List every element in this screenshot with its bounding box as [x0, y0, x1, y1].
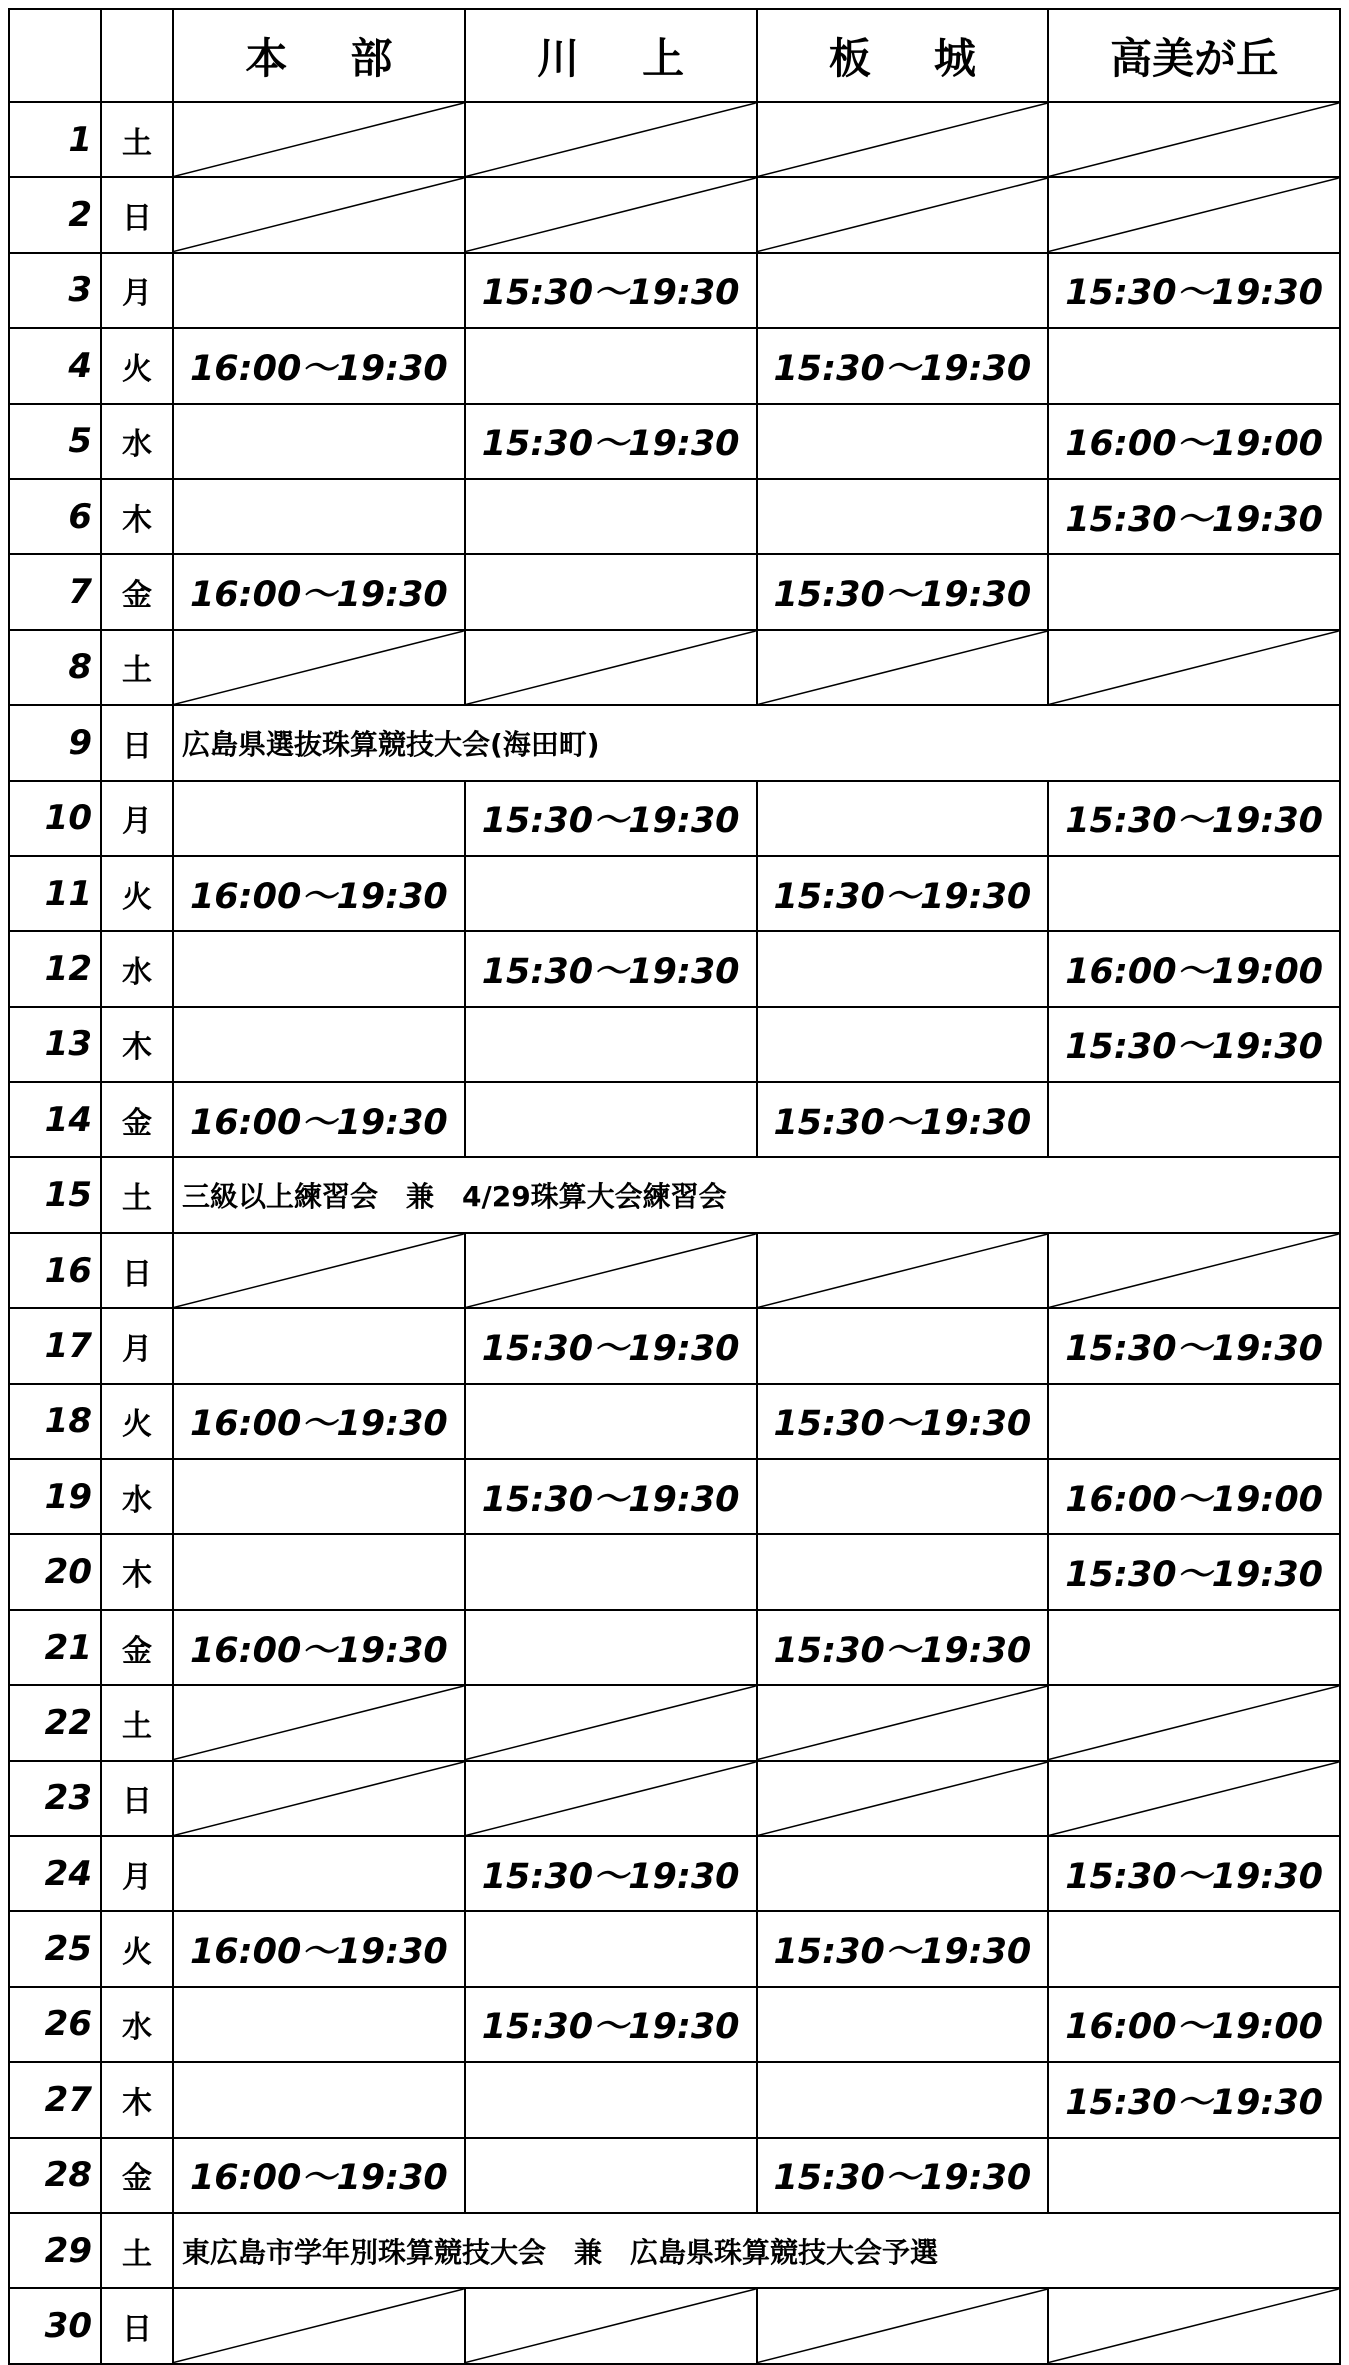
weekday: 月	[101, 1308, 173, 1383]
time-cell-honbu	[173, 1987, 465, 2062]
day-number: 24	[9, 1836, 101, 1911]
time-cell-honbu: 16:00～19:30	[173, 328, 465, 403]
time-cell-itaki	[757, 781, 1049, 856]
diagonal-slash	[466, 178, 756, 251]
schedule-row	[9, 2288, 1340, 2363]
weekday: 火	[101, 856, 173, 931]
time-cell-kawakami	[465, 1610, 757, 1685]
time-cell-kawakami	[465, 1007, 757, 1082]
time-cell-honbu	[173, 479, 465, 554]
diagonal-slash	[1049, 631, 1339, 704]
day-number: 12	[9, 931, 101, 1006]
day-number: 2	[9, 177, 101, 252]
weekday: 土	[101, 2213, 173, 2288]
time-cell-honbu	[173, 1459, 465, 1534]
day-number: 21	[9, 1610, 101, 1685]
schedule-body	[9, 102, 1340, 2364]
diagonal-slash	[174, 103, 464, 176]
header-location-itaki: 板城	[757, 9, 1049, 102]
time-cell-itaki: 15:30～19:30	[757, 856, 1049, 931]
slash-line	[1049, 178, 1339, 251]
schedule-row	[9, 1987, 1340, 2062]
time-cell-kawakami	[465, 479, 757, 554]
day-number: 25	[9, 1911, 101, 1986]
closed-cell-itaki	[757, 2288, 1049, 2363]
closed-cell-itaki	[757, 1685, 1049, 1760]
weekday: 水	[101, 1459, 173, 1534]
schedule-row	[9, 554, 1340, 629]
time-cell-honbu: 16:00～19:30	[173, 1384, 465, 1459]
schedule-row	[9, 1384, 1340, 1459]
time-cell-itaki	[757, 1459, 1049, 1534]
weekday: 土	[101, 630, 173, 705]
diagonal-slash	[174, 2289, 464, 2362]
schedule-row	[9, 1610, 1340, 1685]
schedule-row	[9, 781, 1340, 856]
slash-line	[758, 1762, 1048, 1835]
closed-cell-takamigaoka	[1048, 1761, 1340, 1836]
time-cell-itaki: 15:30～19:30	[757, 1911, 1049, 1986]
time-cell-kawakami: 15:30～19:30	[465, 1459, 757, 1534]
schedule-row	[9, 2062, 1340, 2137]
slash-line	[758, 1686, 1048, 1759]
slash-line	[174, 178, 464, 251]
weekday: 火	[101, 328, 173, 403]
schedule-row	[9, 177, 1340, 252]
schedule-row	[9, 328, 1340, 403]
time-cell-itaki: 15:30～19:30	[757, 1082, 1049, 1157]
time-cell-itaki: 15:30～19:30	[757, 1610, 1049, 1685]
schedule-row	[9, 1082, 1340, 1157]
day-number: 3	[9, 253, 101, 328]
diagonal-slash	[1049, 1686, 1339, 1759]
time-cell-itaki	[757, 404, 1049, 479]
weekday: 火	[101, 1911, 173, 1986]
event-cell: 東広島市学年別珠算競技大会 兼 広島県珠算競技大会予選	[173, 2213, 1340, 2288]
weekday: 木	[101, 1534, 173, 1609]
schedule-row	[9, 1157, 1340, 1232]
slash-line	[466, 1234, 756, 1307]
slash-line	[1049, 2289, 1339, 2362]
time-cell-kawakami	[465, 1082, 757, 1157]
diagonal-slash	[466, 1234, 756, 1307]
weekday: 木	[101, 1007, 173, 1082]
schedule-row	[9, 705, 1340, 780]
diagonal-slash	[1049, 1234, 1339, 1307]
time-cell-takamigaoka: 15:30～19:30	[1048, 1836, 1340, 1911]
diagonal-slash	[174, 1686, 464, 1759]
time-cell-takamigaoka: 16:00～19:00	[1048, 1459, 1340, 1534]
diagonal-slash	[174, 1762, 464, 1835]
day-number: 1	[9, 102, 101, 177]
day-number: 8	[9, 630, 101, 705]
day-number: 28	[9, 2138, 101, 2213]
time-cell-kawakami	[465, 328, 757, 403]
closed-cell-kawakami	[465, 1685, 757, 1760]
closed-cell-honbu	[173, 177, 465, 252]
slash-line	[758, 631, 1048, 704]
time-cell-itaki	[757, 1534, 1049, 1609]
closed-cell-itaki	[757, 177, 1049, 252]
slash-line	[758, 2289, 1048, 2362]
weekday: 月	[101, 253, 173, 328]
day-number: 17	[9, 1308, 101, 1383]
diagonal-slash	[174, 1234, 464, 1307]
closed-cell-kawakami	[465, 177, 757, 252]
weekday: 月	[101, 781, 173, 856]
header-day-blank	[9, 9, 101, 102]
slash-line	[758, 103, 1048, 176]
closed-cell-takamigaoka	[1048, 630, 1340, 705]
time-cell-honbu	[173, 1308, 465, 1383]
diagonal-slash	[466, 1762, 756, 1835]
time-cell-honbu: 16:00～19:30	[173, 554, 465, 629]
weekday: 火	[101, 1384, 173, 1459]
time-cell-takamigaoka	[1048, 856, 1340, 931]
time-cell-itaki	[757, 1987, 1049, 2062]
time-cell-takamigaoka: 15:30～19:30	[1048, 1007, 1340, 1082]
weekday: 土	[101, 102, 173, 177]
closed-cell-takamigaoka	[1048, 102, 1340, 177]
weekday: 金	[101, 1082, 173, 1157]
time-cell-honbu	[173, 1007, 465, 1082]
weekday: 日	[101, 177, 173, 252]
header-location-honbu: 本部	[173, 9, 465, 102]
weekday: 金	[101, 1610, 173, 1685]
weekday: 木	[101, 479, 173, 554]
header-location-takamigaoka: 高美が丘	[1048, 9, 1340, 102]
schedule-row	[9, 1836, 1340, 1911]
day-number: 26	[9, 1987, 101, 2062]
diagonal-slash	[1049, 103, 1339, 176]
schedule-row	[9, 931, 1340, 1006]
schedule-row	[9, 1911, 1340, 1986]
time-cell-itaki	[757, 479, 1049, 554]
time-cell-honbu: 16:00～19:30	[173, 1911, 465, 1986]
time-cell-takamigaoka	[1048, 554, 1340, 629]
time-cell-itaki	[757, 1308, 1049, 1383]
schedule-row	[9, 2138, 1340, 2213]
header-weekday-blank	[101, 9, 173, 102]
weekday: 土	[101, 1685, 173, 1760]
slash-line	[174, 1234, 464, 1307]
diagonal-slash	[758, 1234, 1048, 1307]
closed-cell-honbu	[173, 102, 465, 177]
time-cell-kawakami	[465, 1534, 757, 1609]
time-cell-honbu: 16:00～19:30	[173, 1082, 465, 1157]
schedule-row	[9, 479, 1340, 554]
day-number: 6	[9, 479, 101, 554]
time-cell-itaki: 15:30～19:30	[757, 1384, 1049, 1459]
day-number: 9	[9, 705, 101, 780]
time-cell-kawakami	[465, 2138, 757, 2213]
slash-line	[174, 2289, 464, 2362]
closed-cell-honbu	[173, 2288, 465, 2363]
slash-line	[174, 103, 464, 176]
time-cell-kawakami: 15:30～19:30	[465, 1308, 757, 1383]
weekday: 月	[101, 1836, 173, 1911]
schedule-row	[9, 102, 1340, 177]
time-cell-takamigaoka: 16:00～19:00	[1048, 931, 1340, 1006]
time-cell-takamigaoka: 15:30～19:30	[1048, 253, 1340, 328]
day-number: 23	[9, 1761, 101, 1836]
day-number: 13	[9, 1007, 101, 1082]
time-cell-kawakami	[465, 1911, 757, 1986]
diagonal-slash	[758, 631, 1048, 704]
day-number: 7	[9, 554, 101, 629]
day-number: 29	[9, 2213, 101, 2288]
weekday: 水	[101, 1987, 173, 2062]
slash-line	[1049, 1686, 1339, 1759]
time-cell-honbu	[173, 2062, 465, 2137]
day-number: 14	[9, 1082, 101, 1157]
weekday: 水	[101, 404, 173, 479]
diagonal-slash	[758, 178, 1048, 251]
closed-cell-kawakami	[465, 630, 757, 705]
schedule-row	[9, 1685, 1340, 1760]
diagonal-slash	[1049, 2289, 1339, 2362]
time-cell-honbu: 16:00～19:30	[173, 1610, 465, 1685]
slash-line	[466, 103, 756, 176]
time-cell-takamigaoka: 15:30～19:30	[1048, 1534, 1340, 1609]
time-cell-kawakami	[465, 554, 757, 629]
weekday: 金	[101, 554, 173, 629]
schedule-row	[9, 1761, 1340, 1836]
time-cell-kawakami: 15:30～19:30	[465, 1836, 757, 1911]
weekday: 日	[101, 1761, 173, 1836]
time-cell-itaki	[757, 2062, 1049, 2137]
time-cell-takamigaoka	[1048, 1610, 1340, 1685]
slash-line	[466, 631, 756, 704]
slash-line	[758, 1234, 1048, 1307]
slash-line	[174, 1686, 464, 1759]
closed-cell-takamigaoka	[1048, 177, 1340, 252]
time-cell-takamigaoka	[1048, 2138, 1340, 2213]
schedule-row	[9, 1459, 1340, 1534]
slash-line	[466, 2289, 756, 2362]
day-number: 30	[9, 2288, 101, 2363]
day-number: 10	[9, 781, 101, 856]
time-cell-honbu	[173, 404, 465, 479]
closed-cell-honbu	[173, 1233, 465, 1308]
day-number: 27	[9, 2062, 101, 2137]
slash-line	[1049, 1762, 1339, 1835]
slash-line	[1049, 1234, 1339, 1307]
time-cell-itaki	[757, 1007, 1049, 1082]
header-row	[9, 9, 1340, 102]
time-cell-takamigaoka	[1048, 1911, 1340, 1986]
time-cell-honbu	[173, 253, 465, 328]
time-cell-honbu	[173, 1836, 465, 1911]
schedule-row	[9, 1534, 1340, 1609]
closed-cell-kawakami	[465, 2288, 757, 2363]
closed-cell-takamigaoka	[1048, 2288, 1340, 2363]
weekday: 土	[101, 1157, 173, 1232]
closed-cell-honbu	[173, 1761, 465, 1836]
time-cell-itaki: 15:30～19:30	[757, 2138, 1049, 2213]
closed-cell-kawakami	[465, 1233, 757, 1308]
diagonal-slash	[466, 103, 756, 176]
time-cell-kawakami	[465, 2062, 757, 2137]
day-number: 20	[9, 1534, 101, 1609]
closed-cell-itaki	[757, 102, 1049, 177]
diagonal-slash	[466, 1686, 756, 1759]
time-cell-kawakami	[465, 1384, 757, 1459]
day-number: 19	[9, 1459, 101, 1534]
time-cell-takamigaoka: 15:30～19:30	[1048, 1308, 1340, 1383]
time-cell-itaki	[757, 931, 1049, 1006]
closed-cell-kawakami	[465, 1761, 757, 1836]
slash-line	[466, 178, 756, 251]
header-location-kawakami: 川上	[465, 9, 757, 102]
time-cell-takamigaoka	[1048, 1082, 1340, 1157]
time-cell-takamigaoka	[1048, 1384, 1340, 1459]
day-number: 5	[9, 404, 101, 479]
time-cell-kawakami	[465, 856, 757, 931]
schedule-row	[9, 856, 1340, 931]
slash-line	[758, 178, 1048, 251]
time-cell-itaki	[757, 1836, 1049, 1911]
time-cell-kawakami: 15:30～19:30	[465, 404, 757, 479]
time-cell-takamigaoka: 15:30～19:30	[1048, 479, 1340, 554]
time-cell-honbu: 16:00～19:30	[173, 856, 465, 931]
event-cell: 三級以上練習会 兼 4/29珠算大会練習会	[173, 1157, 1340, 1232]
schedule-row	[9, 404, 1340, 479]
closed-cell-itaki	[757, 630, 1049, 705]
closed-cell-honbu	[173, 630, 465, 705]
day-number: 16	[9, 1233, 101, 1308]
slash-line	[466, 1762, 756, 1835]
diagonal-slash	[758, 1686, 1048, 1759]
day-number: 18	[9, 1384, 101, 1459]
day-number: 15	[9, 1157, 101, 1232]
slash-line	[174, 1762, 464, 1835]
weekday: 水	[101, 931, 173, 1006]
time-cell-takamigaoka: 16:00～19:00	[1048, 404, 1340, 479]
diagonal-slash	[758, 103, 1048, 176]
slash-line	[1049, 631, 1339, 704]
time-cell-itaki	[757, 253, 1049, 328]
closed-cell-honbu	[173, 1685, 465, 1760]
diagonal-slash	[174, 178, 464, 251]
time-cell-itaki: 15:30～19:30	[757, 554, 1049, 629]
time-cell-honbu: 16:00～19:30	[173, 2138, 465, 2213]
time-cell-takamigaoka: 15:30～19:30	[1048, 781, 1340, 856]
diagonal-slash	[1049, 1762, 1339, 1835]
weekday: 日	[101, 705, 173, 780]
schedule-table	[8, 8, 1341, 2365]
time-cell-honbu	[173, 931, 465, 1006]
slash-line	[1049, 103, 1339, 176]
day-number: 4	[9, 328, 101, 403]
weekday: 日	[101, 2288, 173, 2363]
time-cell-kawakami: 15:30～19:30	[465, 1987, 757, 2062]
slash-line	[466, 1686, 756, 1759]
diagonal-slash	[174, 631, 464, 704]
schedule-row	[9, 1233, 1340, 1308]
schedule-row	[9, 1308, 1340, 1383]
time-cell-kawakami: 15:30～19:30	[465, 253, 757, 328]
closed-cell-takamigaoka	[1048, 1233, 1340, 1308]
closed-cell-takamigaoka	[1048, 1685, 1340, 1760]
closed-cell-itaki	[757, 1233, 1049, 1308]
time-cell-takamigaoka: 16:00～19:00	[1048, 1987, 1340, 2062]
diagonal-slash	[758, 2289, 1048, 2362]
slash-line	[174, 631, 464, 704]
time-cell-takamigaoka	[1048, 328, 1340, 403]
weekday: 日	[101, 1233, 173, 1308]
day-number: 22	[9, 1685, 101, 1760]
closed-cell-itaki	[757, 1761, 1049, 1836]
day-number: 11	[9, 856, 101, 931]
schedule-row	[9, 253, 1340, 328]
diagonal-slash	[758, 1762, 1048, 1835]
time-cell-takamigaoka: 15:30～19:30	[1048, 2062, 1340, 2137]
time-cell-itaki: 15:30～19:30	[757, 328, 1049, 403]
schedule-row	[9, 630, 1340, 705]
time-cell-honbu	[173, 1534, 465, 1609]
schedule-row	[9, 1007, 1340, 1082]
closed-cell-kawakami	[465, 102, 757, 177]
weekday: 木	[101, 2062, 173, 2137]
time-cell-kawakami: 15:30～19:30	[465, 781, 757, 856]
diagonal-slash	[466, 631, 756, 704]
weekday: 金	[101, 2138, 173, 2213]
time-cell-honbu	[173, 781, 465, 856]
time-cell-kawakami: 15:30～19:30	[465, 931, 757, 1006]
diagonal-slash	[466, 2289, 756, 2362]
event-cell: 広島県選抜珠算競技大会(海田町)	[173, 705, 1340, 780]
diagonal-slash	[1049, 178, 1339, 251]
schedule-row	[9, 2213, 1340, 2288]
